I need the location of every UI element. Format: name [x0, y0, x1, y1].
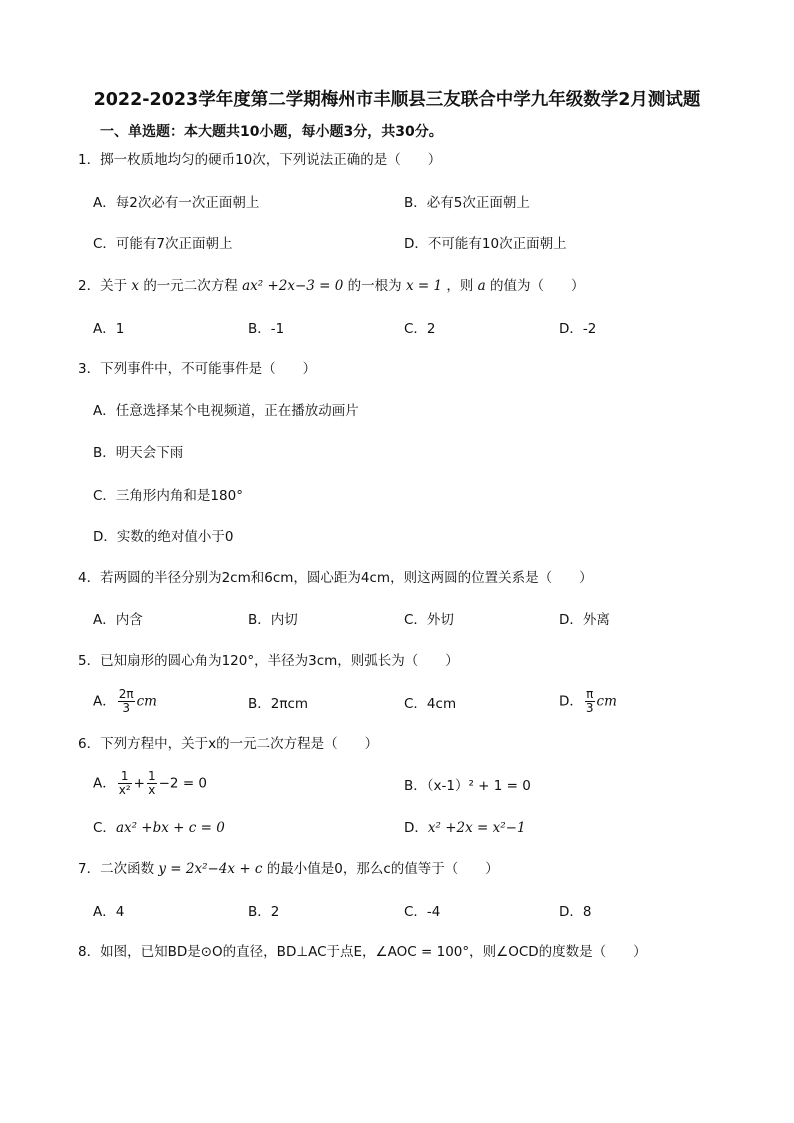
question-8-stem: 8．如图，已知BD是⊙O的直径，BD⊥AC于点E，∠AOC = 100°，则∠OCD的度数是（ ）	[78, 944, 647, 960]
question-4-option-d[interactable]: D．外离	[559, 612, 610, 628]
question-7-option-c[interactable]: C．-4	[404, 904, 441, 920]
question-3-option-d[interactable]: D．实数的绝对值小于0	[93, 529, 234, 545]
question-6-option-c[interactable]: C．ax² +bx + c = 0	[93, 820, 225, 836]
question-1-stem: 1．掷一枚质地均匀的硬币10次，下列说法正确的是（ ）	[78, 152, 442, 168]
question-6-option-d[interactable]: D．x² +2x = x²−1	[404, 820, 526, 836]
question-7-stem: 7．二次函数 y = 2x²−4x + c 的最小值是0，那么c的值等于（ ）	[78, 861, 499, 877]
question-6-stem: 6．下列方程中，关于x的一元二次方程是（ ）	[78, 736, 379, 752]
question-3-stem: 3．下列事件中，不可能事件是（ ）	[78, 361, 317, 377]
fraction: $\frac{1}{x}$	[147, 769, 156, 797]
question-2-option-c[interactable]: C．2	[404, 321, 436, 337]
question-2-option-a[interactable]: A．1	[93, 321, 125, 337]
question-2-option-b[interactable]: B．-1	[248, 321, 285, 337]
page-title: 2022-2023学年度第二学期梅州市丰顺县三友联合中学九年级数学2月测试题	[93, 90, 701, 110]
question-5-option-c[interactable]: C．4cm	[404, 696, 457, 712]
question-3-option-b[interactable]: B．明天会下雨	[93, 445, 184, 461]
question-2-equation: ax² +2x−3 = 0	[242, 278, 344, 294]
question-1-option-c[interactable]: C．可能有7次正面朝上	[93, 236, 233, 252]
question-2-root: x = 1	[405, 278, 443, 294]
question-7-option-b[interactable]: B．2	[248, 904, 280, 920]
question-7-option-a[interactable]: A．4	[93, 904, 125, 920]
fraction: $\frac{\pi}{3}$	[585, 687, 594, 715]
fraction: $\frac{2\pi}{3}$	[118, 687, 134, 715]
question-2-option-d[interactable]: D．-2	[559, 321, 597, 337]
question-5-stem: 5．已知扇形的圆心角为120°，半径为3cm，则弧长为（ ）	[78, 653, 459, 669]
question-5-option-a[interactable]: A． $\frac{2\pi}{3}$ cm	[93, 687, 157, 715]
question-4-option-a[interactable]: A．内含	[93, 612, 143, 628]
question-1-option-b[interactable]: B．必有5次正面朝上	[404, 195, 530, 211]
question-4-stem: 4．若两圆的半径分别为2cm和6cm，圆心距为4cm，则这两圆的位置关系是（ ）	[78, 570, 593, 586]
question-4-option-b[interactable]: B．内切	[248, 612, 298, 628]
question-6-option-a[interactable]: A． $\frac{1}{\text{x²}}$ + $\frac{1}{x}$ −2 = 0	[93, 769, 208, 797]
question-3-option-c[interactable]: C．三角形内角和是180°	[93, 488, 243, 504]
question-1-option-d[interactable]: D．不可能有10次正面朝上	[404, 236, 567, 252]
question-7-function: y = 2x²−4x + c	[158, 861, 263, 877]
question-5-option-d[interactable]: D． $\frac{\pi}{3}$ cm	[559, 687, 617, 715]
question-6-option-b[interactable]: B．（x-1）² + 1 = 0	[404, 778, 531, 794]
question-1-option-a[interactable]: A．每2次必有一次正面朝上	[93, 195, 260, 211]
question-7-option-d[interactable]: D．8	[559, 904, 592, 920]
question-4-option-c[interactable]: C．外切	[404, 612, 454, 628]
section-heading: 一、单选题：本大题共10小题，每小题3分，共30分。	[100, 124, 443, 140]
fraction: $\frac{1}{\text{x²}}$	[118, 769, 131, 797]
question-2-stem: 2．关于 x 的一元二次方程 ax² +2x−3 = 0 的一根为 x = 1 ，则 a 的值为（ ）	[78, 278, 585, 294]
question-3-option-a[interactable]: A．任意选择某个电视频道，正在播放动画片	[93, 403, 359, 419]
question-5-option-b[interactable]: B．2πcm	[248, 696, 309, 712]
